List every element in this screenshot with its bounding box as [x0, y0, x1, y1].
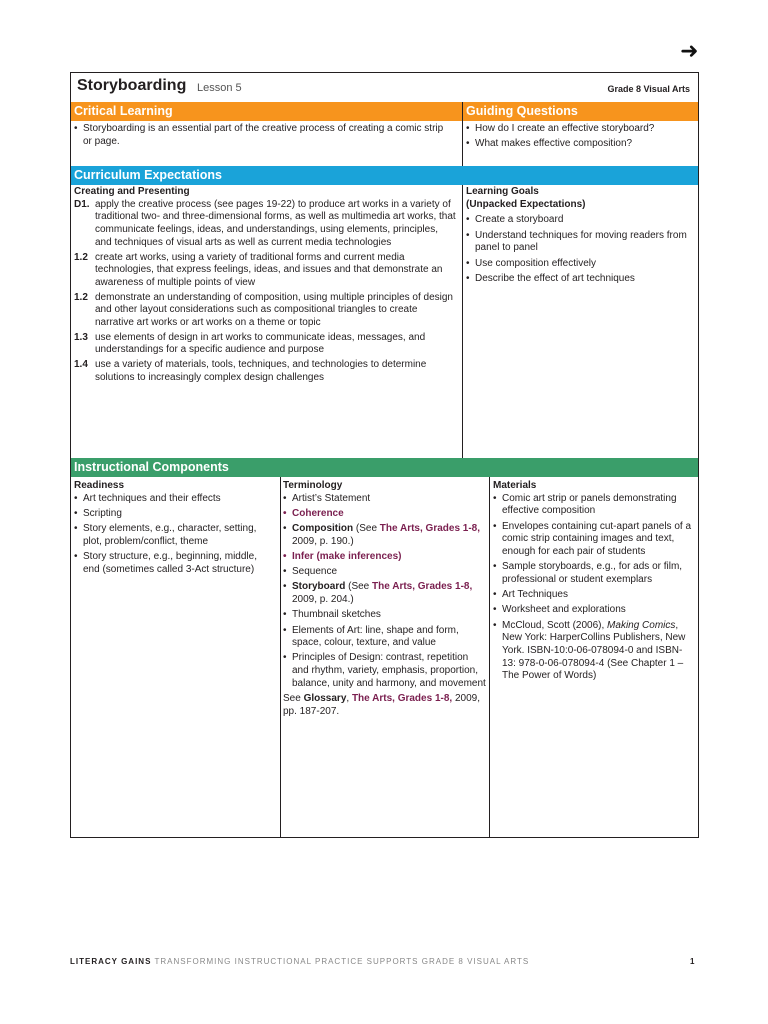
expectation-text: use elements of design in art works to communicate ideas, messages, and understandings for a specific audience and purpose — [95, 331, 426, 356]
list-item: • Infer (make inferences) — [283, 551, 486, 564]
lesson-label: Lesson 5 — [197, 82, 242, 94]
curriculum-expectations-section — [74, 186, 457, 387]
expectation-number: 1.2 — [74, 251, 88, 263]
term-text: (See — [353, 523, 380, 535]
list-item: • What makes effective composition? — [466, 138, 694, 151]
unpacked-expectations-heading: (Unpacked Expectations) — [466, 198, 586, 210]
expectation-item — [74, 292, 457, 330]
note-text: See — [283, 693, 304, 705]
list-item: • Story structure, e.g., beginning, middle, end (sometimes called 3-Act structure) — [74, 551, 276, 576]
curriculum-expectations-heading: Curriculum Expectations — [71, 166, 698, 185]
page-title: Storyboarding — [77, 77, 187, 94]
critical-learning-section — [74, 123, 454, 151]
glossary-note — [283, 693, 486, 718]
title-row — [71, 73, 698, 102]
list-item — [493, 620, 696, 684]
list-item: • Storyboarding is an essential part of the creative process of creating a comic strip or page. — [74, 123, 454, 148]
list-item: • Sample storyboards, e.g., for ads or film, professional or student exemplars — [493, 561, 696, 586]
terminology-section — [283, 480, 486, 718]
lesson-table — [70, 72, 699, 838]
creating-presenting-heading: Creating and Presenting — [74, 186, 190, 197]
note-text: 2009, pp. 187-207. — [283, 693, 480, 717]
list-item: • Principles of Design: contrast, repetition and rhythm, variety, emphasis, proportion, balance, unity and harmony, and movement — [283, 652, 486, 690]
list-item: • Story elements, e.g., character, setting, plot, problem/conflict, theme — [74, 523, 276, 548]
term-text: 2009, p. 190.) — [292, 535, 354, 547]
term: Storyboard — [292, 581, 346, 593]
guiding-questions-section — [466, 123, 694, 153]
reference-link: The Arts, Grades 1-8, — [372, 581, 473, 593]
list-item: • Thumbnail sketches — [283, 609, 486, 622]
expectation-number: 1.3 — [74, 331, 88, 343]
list-item: • Worksheet and explorations — [493, 604, 696, 617]
divider — [462, 102, 463, 166]
readiness-heading: Readiness — [74, 480, 125, 491]
expectation-number: 1.4 — [74, 359, 88, 371]
reference-link: The Arts, Grades 1-8, — [379, 523, 481, 535]
term: Composition — [292, 523, 354, 535]
list-item: • Artist’s Statement — [283, 493, 486, 506]
expectation-text: create art works, using a variety of traditional forms and current media technologies, that express feelings, ideas, and issues and that demonstrate an awareness of multiple points of view — [95, 251, 443, 288]
footer — [70, 957, 529, 966]
glossary-term: Glossary — [303, 693, 347, 705]
learning-goals-heading: Learning Goals — [466, 186, 539, 197]
list-item: • Scripting — [74, 508, 276, 521]
expectation-text: use a variety of materials, tools, techniques, and technologies to determine solutions to increasingly complex design challenges — [95, 359, 427, 383]
expectation-text: demonstrate an understanding of composition, using multiple principles of design and other layout considerations such as compositional triangles to create narrative art works or art works on a theme or topic — [95, 291, 453, 329]
list-item: • Elements of Art: line, shape and form, space, colour, texture, and value — [283, 625, 486, 650]
readiness-section — [74, 480, 276, 579]
list-item — [283, 581, 486, 606]
term-text: 2009, p. 204.) — [292, 594, 354, 606]
note-text: , — [346, 693, 352, 705]
expectation-item — [74, 199, 457, 250]
page-number: 1 — [690, 957, 695, 966]
critical-learning-heading: Critical Learning — [71, 102, 462, 121]
reference-link: The Arts, Grades 1-8, — [351, 693, 453, 705]
list-item: • Art Techniques — [493, 589, 696, 602]
list-item: • Create a storyboard — [466, 214, 694, 227]
list-item — [283, 523, 486, 548]
list-item: • Coherence — [283, 508, 486, 521]
list-item: • Sequence — [283, 566, 486, 579]
list-item: • Envelopes containing cut-apart panels of a comic strip containing images and text, enough for each pair of students — [493, 521, 696, 559]
expectation-number: 1.2 — [74, 291, 88, 303]
book-title: Making Comics — [607, 619, 676, 631]
expectation-text: apply the creative process (see pages 19-22) to produce art works in a variety of traditional two- and three-dimensional forms, as well as multimedia art works, that communicate feelings, ideas, and understandings, using elements, principles, and techniques of visual arts as well as current media technologies — [95, 198, 456, 248]
footer-text: TRANSFORMING INSTRUCTIONAL PRACTICE SUPPORTS GRADE 8 VISUAL ARTS — [151, 957, 530, 966]
learning-goals-section — [466, 186, 694, 288]
materials-heading: Materials — [493, 480, 537, 491]
list-item: • How do I create an effective storyboard? — [466, 123, 694, 136]
expectation-item — [74, 252, 457, 290]
citation-text: , New York: HarperCollins Publishers, New York. ISBN-10:0-06-078094-0 and ISBN-13: 978-0-06-078094-4 (See Chapter 1 – The Power of Words) — [502, 619, 686, 682]
term-text: (See — [345, 581, 373, 593]
divider — [489, 477, 490, 837]
divider — [462, 185, 463, 458]
list-item: • Describe the effect of art techniques — [466, 273, 694, 286]
list-item: • Comic art strip or panels demonstrating effective composition — [493, 493, 696, 518]
divider — [280, 477, 281, 837]
next-page-arrow-icon[interactable]: ➜ — [680, 39, 699, 64]
grade-label: Grade 8 Visual Arts — [607, 84, 690, 94]
list-item: • Use composition effectively — [466, 258, 694, 271]
materials-section — [493, 480, 696, 686]
expectation-item — [74, 359, 457, 384]
expectation-item — [74, 332, 457, 357]
terminology-heading: Terminology — [283, 480, 343, 491]
list-item: • Understand techniques for moving readers from panel to panel — [466, 230, 694, 255]
guiding-questions-heading: Guiding Questions — [463, 102, 698, 121]
instructional-components-heading: Instructional Components — [71, 458, 698, 477]
footer-brand: LITERACY GAINS — [70, 957, 152, 966]
citation-text: McCloud, Scott (2006), — [502, 619, 608, 631]
list-item: • Art techniques and their effects — [74, 493, 276, 506]
expectation-number: D1. — [74, 198, 90, 210]
